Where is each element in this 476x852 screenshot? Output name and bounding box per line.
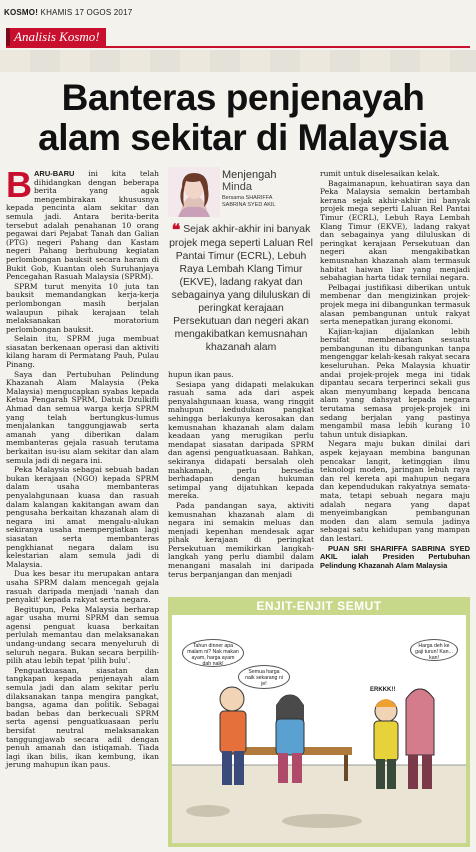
column-name-line-1: Menjengah: [222, 169, 277, 181]
paragraph: Penguatkuasaan, siasatan dan tangkapan kepada penjenayah alam semula jadi dan alam sekitar perlu dilaksanakan tanpa mengira pangkat, bangsa, agama dan politik. Sebagai badan bebas dan berkecuali SPRM serta agensi penguatkuasaan perlu bersifat neutral melaksanakan tanggungjawab secara adil dengan penuh amanah dan istiqamah. Tiada lagi ikan bilis, ikan kembung, ikan jerung mahupun ikan paus.: [6, 665, 159, 770]
author-note: PUAN SRI SHARIFFA SABRINA SYED AKIL ialah Presiden Pertubuhan Pelindung Khazanah Alam Malaysia: [320, 543, 470, 570]
author-portrait-icon: [168, 167, 220, 217]
speech-bubble-1: Tahun dinner apa malam ni? Nak makan ayam, harga ayam dah naik!: [182, 639, 244, 667]
cartoon-panel: [172, 615, 466, 843]
paragraph: ini kita telah dihidangkan dengan beberapa berita yang agak mengembirakan khususnya kepada pencinta alam sekitar dan semula jadi. Antara berita-berita tersebut adalah penahanan 10 orang pegawai dari Pejabat Tanah dan Galian (PTG) negeri Pahang dan Kastam negeri Pahang berhubung kegiatan perlombongan bauksit secara haram di Bukit Gob, Kuantan oleh Suruhanjaya Pencegahan Rasuah Malaysia (SPRM).: [6, 169, 159, 282]
paragraph: Kajian-kajian dijalankan lebih bersifat membenarkan sesuatu pembangunan itu dibangunkan tanpa mengenggar kelah-kesah rakyat secara keseluruhan. Peka Malaysia khuatir andai projek-projek mega ini tidak dipantau secara terperinci sekali gus akan menyumbang kepada bencana alam yang dahsyat kepada negara terutama semasa projek-projek ini sedang berjalan yang pastinya mengambil masa lebih kurang 10 tahun untuk disiapkan.: [320, 326, 470, 439]
publication-name: KOSMO!: [4, 8, 39, 17]
speech-bubble-2: Semua harga naik sekarang ni je!: [238, 665, 290, 689]
column-header-box: [168, 165, 314, 365]
pull-quote-text: Sejak akhir-akhir ini banyak projek mega seperti Laluan Rel Pantai Timur (ECRL), Lebuh Raya Lembah Klang Timur (EKVE), ladang rakyat dan sebagainya yang diluluskan di peringkat kerajaan Persekutuan dan negeri akan mengakibatkan kemusnahan khazanah alam: [169, 224, 313, 353]
section-rule: [6, 46, 470, 48]
article-column-1: [6, 164, 159, 846]
editorial-cartoon: [168, 597, 470, 847]
headline: Banteras penjenayah alam sekitar di Malaysia: [38, 77, 448, 158]
paragraph: Saya dan Pertubuhan Pelindung Khazanah Alam Malaysia (Peka Malaysia) mengucapkan syabas kepada Ketua Pengarah SPRM, Datuk Dzulkifli Ahmad dan semua warga kerja SPRM yang telah bertungkus-lumus menjalankan tanggungjawab serta amanah yang diberikan dalam membanteras gejala rasuah terutama berkaitan isu-isu alam sekitar dan alam semula jadi di negara ini.: [6, 369, 159, 465]
lead-bold: ARU-BARU: [34, 169, 75, 178]
speech-bubble-3: Harga deh ke gaji turun! Kan... kan!: [410, 639, 458, 661]
paragraph: Dua kes besar itu merupakan antara usaha SPRM dalam mencegah gejala rasuah daripada menjadi 'nanah dan penyakit' kepada rakyat serta negara.: [6, 569, 159, 605]
column-name: [222, 169, 276, 193]
paragraph: rumit untuk diselesaikan kelak.: [320, 169, 440, 178]
paragraph: Begitupun, Peka Malaysia berharap agar usaha murni SPRM dan semua agensi penguat kuasa berkaitan perlulah memantau dan melaksanakan undang-undang secara menyeluruh di seluruh negara. Bukan secara berpilih-pilih atau lebih tepat 'pilih bulu'.: [6, 604, 159, 666]
article-column-3: [320, 170, 470, 590]
lead-paragraph: [6, 164, 159, 282]
author-photo: [168, 167, 220, 217]
paragraph: Bagaimanapun, kehuatiran saya dan Peka Malaysia semakin bertambah kerana sejak akhir-akhir ini banyak projek mega seperti Laluan Rel Pantai Timur (ECRL), Lebuh Raya Lembah Klang Timur (EKVE), ladang rakyat dan sebagainya yang diluluskan di peringkat kerajaan Persekutuan dan negeri akan mengakibatkan kemusnahan khazanah alam termasuk habitat haiwan liar yang menjadi sebahagian harta tidak ternilai negara.: [320, 178, 470, 283]
paragraph: Peka Malaysia sebagai sebuah badan bukan kerajaan (NGO) kepada SPRM dalam usaha membanteras penyalahgunaan kuasa dan rasuah dalam kalangan kakitangan awam dan pengusaha berkaitan khazanah alam di negara ini amat mengalu-alukan sekiranya usaha mempergiatkan lagi siasatan serta membanteras pengkhianat negara dalam isu kelestarian alam semula jadi di Malaysia.: [6, 465, 159, 569]
cartoon-title: ENJIT-ENJIT SEMUT: [256, 599, 382, 613]
decorative-strip: [0, 50, 476, 72]
paragraph: Selain itu, SPRM juga membuat siasatan berkenaan operasi dan aktiviti kilang haram di Permatang Pauh, Pulau Pinang.: [6, 334, 159, 370]
sound-effect: ERKKK!!: [370, 687, 396, 693]
column-name-line-2: Minda: [222, 181, 252, 193]
byline-line-1: Bersama SHARIFFA: [222, 195, 273, 201]
pull-quote: [168, 223, 314, 354]
section-rubric: [6, 26, 166, 44]
publication-date-line: [4, 8, 132, 17]
issue-date: KHAMIS 17 OGOS 2017: [40, 8, 133, 17]
paragraph: Negara maju bukan dinilai dari aspek kejayaan membina bangunan pencakar langit, ketinggian ilmu teknologi moden, jaringan lebuh raya dan rel kereta api mahupun negara dan kependudukan rakyatnya semata-mata, tetapi sebuah negara maju adalah negara yang dapat menyeimbangkan pembangunan moden dan alam semula jadinya sebagai satu kehidupan yang mampan dan lestari.: [320, 439, 470, 543]
paragraph: Pada pandangan saya, aktiviti kemusnahan khazanah alam di negara ini semakin meluas dan menjadi kepenhan mendesak agar pihak kerajaan di peringkat Persekutuan memikirkan langkah-langkah yang perlu diambil dalam menangani masalah ini daripada terus berpanjangan dan menjadi: [168, 500, 314, 579]
paragraph: Sesiapa yang didapati melakukan rasuah sama ada dari aspek penyalahgunaan kuasa, wang ringgit mahupun kedudukan pangkat sehingga berlakunya kerosakan dan kemusnahan khazanah alam dalam keadaan yang merugikan perlu mendapat siasatan daripada SPRM dan agensi penguatkuasaan. Bahkan, sekiranya didapati bersalah oleh mahkamah, perlu bersedia berhadapan dengan hukuman setimpal yang dijatuhkan kepada mereka.: [168, 379, 314, 501]
section-tag: Analisis Kosmo!: [6, 28, 106, 47]
byline-line-2: SABRINA SYED AKIL: [222, 201, 276, 208]
paragraph: hupun ikan paus.: [168, 370, 234, 379]
paragraph: Pelbagai justifikasi diberikan untuk membenar dan mengizinkan projek-projek mega ini dibangunkan termasuk alasan pembangunan untuk rakyat serta menepatkan jurang ekonomi.: [320, 282, 470, 327]
quote-mark-icon: ❝: [171, 222, 181, 239]
top-bar: [0, 0, 476, 22]
article-column-2: [168, 370, 314, 579]
paragraph: SPRM turut menyita 10 juta tan bauksit memandangkan kerja-kerja perlombongan masih berjalan walaupun pihak kerajaan telah melaksanakan moratorium perlombongan bauksit.: [6, 281, 159, 334]
drop-cap: B: [6, 164, 32, 205]
column-byline: [222, 195, 276, 208]
